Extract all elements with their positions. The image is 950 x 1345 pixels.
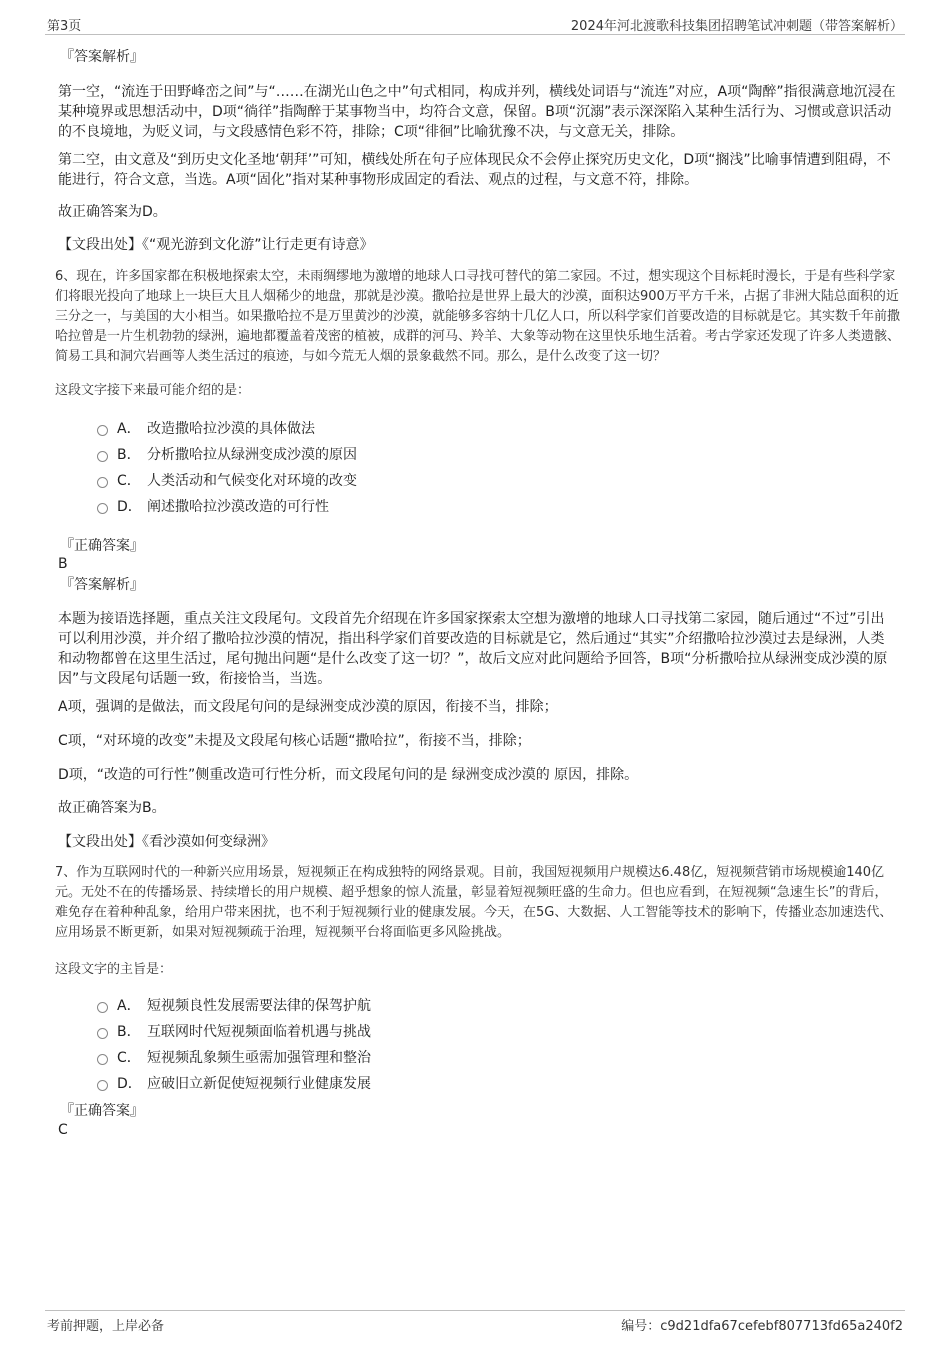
q7-option-b[interactable] — [97, 1018, 371, 1044]
page-number: 第3页 — [47, 19, 82, 34]
q5-analysis-label: 『答案解析』 — [60, 49, 144, 65]
option-letter: B． — [117, 447, 141, 463]
option-text: 改造撒哈拉沙漠的具体做法 — [147, 421, 315, 437]
q7-prompt: 这段文字的主旨是： — [55, 962, 173, 977]
option-letter: D． — [117, 499, 142, 515]
q6-prompt: 这段文字接下来最可能介绍的是： — [55, 383, 251, 398]
radio-button-icon[interactable] — [97, 1054, 108, 1065]
option-text: 短视频乱象频生亟需加强管理和整治 — [147, 1050, 371, 1066]
q6-question-text: 6、现在，许多国家都在积极地探索太空，未雨绸缪地为激增的地球人口寻找可替代的第二家园。不过，想实现这个目标耗时漫长，于是有些科学家们将眼光投向了地球上一块巨大且人烟稀少的地盘，那就是沙漠。撒哈拉是世界上最大的沙漠，面积达900万平方千米，占据了非洲大陆总面积的近三分之一，与美国的大小相当。如果撒哈拉不是万里黄沙的沙漠，就能够多容纳十几亿人口，所以科学家们首要改造的目标就是它。其实数千年前撒哈拉曾是一片生机勃勃的绿洲，遍地都覆盖着茂密的植被，成群的河马、羚羊、大象等动物在这里快乐地生活着。考古学家还发现了许多人类遗骸、简易工具和洞穴岩画等人类生活过的痕迹，与如今荒无人烟的景象截然不同。那么，是什么改变了这一切？ — [55, 269, 901, 364]
radio-button-icon[interactable] — [97, 477, 108, 488]
page-header — [45, 12, 905, 35]
q6-options — [55, 415, 357, 519]
q6-source: 【文段出处】《看沙漠如何变绿洲》 — [58, 834, 275, 850]
option-letter: B． — [117, 1024, 141, 1040]
radio-button-icon[interactable] — [97, 425, 108, 436]
option-letter: A． — [117, 421, 141, 437]
q7-option-a[interactable] — [97, 992, 371, 1018]
q6-option-d[interactable] — [97, 493, 357, 519]
option-letter: D． — [117, 1076, 142, 1092]
document-title: 2024年河北渡歌科技集团招聘笔试冲刺题（带答案解析） — [570, 19, 903, 34]
q7-answer-label: 『正确答案』 — [60, 1103, 144, 1119]
q5-source: 【文段出处】《“观光游到文化游”让行走更有诗意》 — [58, 237, 374, 253]
option-text: 互联网时代短视频面临着机遇与挑战 — [147, 1024, 371, 1040]
option-letter: C． — [117, 473, 141, 489]
radio-button-icon[interactable] — [97, 451, 108, 462]
q6-analysis-para1: 本题为接语选择题，重点关注文段尾句。文段首先介绍现在许多国家探索太空想为激增的地球人口寻找第二家园，随后通过“不过”引出可以利用沙漠，并介绍了撒哈拉沙漠的情况，指出科学家们首要改造的目标就是它，然后通过“其实”介绍撒哈拉沙漠过去是绿洲，人类和动物都曾在这里生活过，尾句抛出问题“是什么改变了这一切？”，故后文应对此问题给予回答，B项“分析撒哈拉从绿洲变成沙漠的原因”与文段尾句话题一致，衔接恰当，当选。 — [58, 611, 888, 687]
q6-option-c[interactable] — [97, 467, 357, 493]
radio-button-icon[interactable] — [97, 1028, 108, 1039]
radio-button-icon[interactable] — [97, 503, 108, 514]
q7-question-text: 7、作为互联网时代的一种新兴应用场景，短视频正在构成独特的网络景观。目前，我国短视频用户规模达6.48亿，短视频营销市场规模逾140亿元。无处不在的传播场景、持续增长的用户规模、超乎想象的惊人流量，彰显着短视频旺盛的生命力。但也应看到，在短视频“急速生长”的背后，难免存在着种种乱象，给用户带来困扰，也不利于短视频行业的健康发展。今天，在5G、大数据、人工智能等技术的影响下，传播业态加速迭代、应用场景不断更新，如果对短视频疏于治理，短视频平台将面临更多风险挑战。 — [55, 865, 893, 940]
q7-answer: C — [58, 1122, 68, 1138]
q7-option-c[interactable] — [97, 1044, 371, 1070]
option-text: 人类活动和气候变化对环境的改变 — [147, 473, 357, 489]
option-text: 短视频良性发展需要法律的保驾护航 — [147, 998, 371, 1014]
q6-option-a[interactable] — [97, 415, 357, 441]
radio-button-icon[interactable] — [97, 1080, 108, 1091]
q5-conclusion: 故正确答案为D。 — [58, 204, 167, 220]
q6-conclusion: 故正确答案为B。 — [58, 800, 166, 816]
q6-answer-label: 『正确答案』 — [60, 538, 144, 554]
q5-analysis-para1: 第一空，“流连于田野峰峦之间”与“……在湖光山色之中”句式相同，构成并列，横线处词语与“流连”对应，A项“陶醉”指很满意地沉浸在某种境界或思想活动中，D项“徜徉”指陶醉于某事物当中，均符合文意，保留。B项“沉溺”表示深深陷入某种生活行为、习惯或意识活动的不良境地，为贬义词，与文段感情色彩不符，排除；C项“徘徊”比喻犹豫不决，与文意无关，排除。 — [58, 84, 896, 140]
option-letter: C． — [117, 1050, 141, 1066]
q5-analysis-para2: 第二空，由文意及“到历史文化圣地‘朝拜’”可知，横线处所在句子应体现民众不会停止探究历史文化，D项“搁浅”比喻事情遭到阻碍，不能进行，符合文意，当选。A项“固化”指对某种事物形成固定的看法、观点的过程，与文意不符，排除。 — [58, 152, 891, 188]
q7-option-d[interactable] — [97, 1070, 371, 1096]
option-text: 阐述撒哈拉沙漠改造的可行性 — [147, 499, 329, 515]
q6-option-b[interactable] — [97, 441, 357, 467]
q6-analysis-para2: A项，强调的是做法，而文段尾句问的是绿洲变成沙漠的原因，衔接不当，排除； — [58, 699, 558, 715]
q6-analysis-para3: C项，“对环境的改变”未提及文段尾句核心话题“撒哈拉”，衔接不当，排除； — [58, 733, 531, 749]
option-letter: A． — [117, 998, 141, 1014]
page-footer — [45, 1310, 905, 1335]
option-text: 应破旧立新促使短视频行业健康发展 — [147, 1076, 371, 1092]
q6-answer: B — [58, 556, 68, 572]
document-id: 编号：c9d21dfa67cefebf807713fd65a240f2 — [621, 1319, 903, 1334]
q6-analysis-para4: D项，“改造的可行性”侧重改造可行性分析，而文段尾句问的是 绿洲变成沙漠的 原因，排除。 — [58, 767, 639, 783]
q7-options — [55, 992, 371, 1096]
option-text: 分析撒哈拉从绿洲变成沙漠的原因 — [147, 447, 357, 463]
footer-slogan: 考前押题，上岸必备 — [47, 1319, 165, 1334]
radio-button-icon[interactable] — [97, 1002, 108, 1013]
q6-analysis-label: 『答案解析』 — [60, 577, 144, 593]
